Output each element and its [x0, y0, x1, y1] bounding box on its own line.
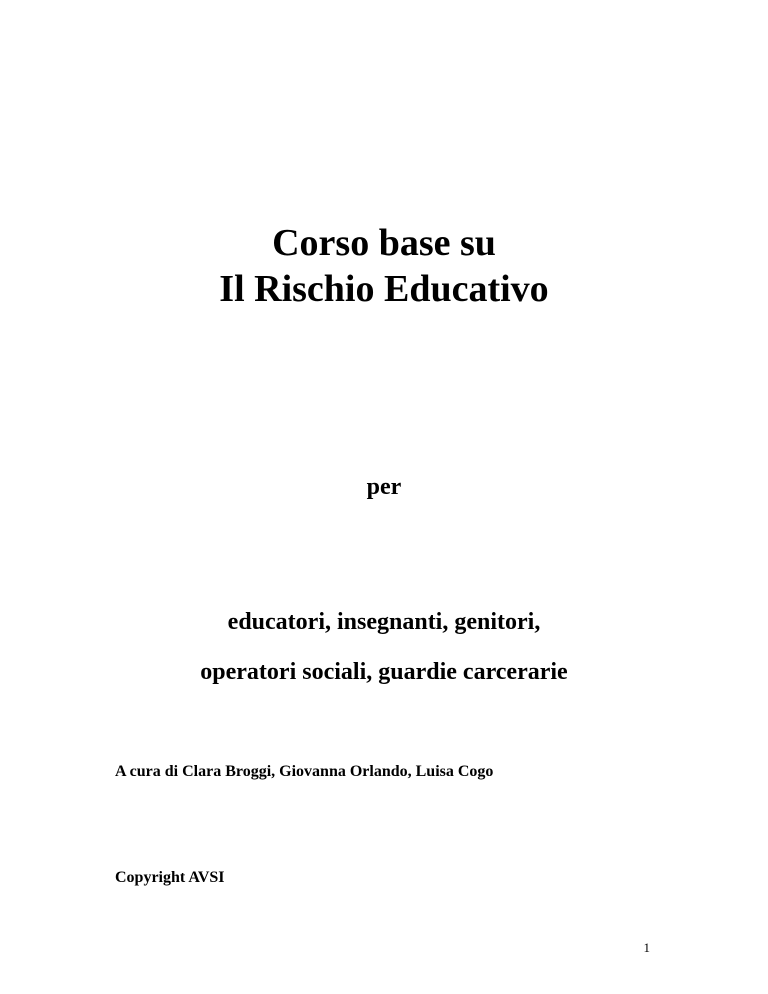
title-line-2: Il Rischio Educativo	[219, 268, 549, 310]
title-line-1: Corso base su	[272, 222, 496, 264]
editors-credit: A cura di Clara Broggi, Giovanna Orlando, Luisa Cogo	[115, 763, 494, 780]
audience-list	[0, 597, 768, 697]
document-title	[0, 220, 768, 312]
copyright-notice: Copyright AVSI	[115, 869, 225, 886]
audience-line-1: educatori, insegnanti, genitori,	[227, 609, 541, 635]
page-number: 1	[643, 940, 650, 955]
for-label: per	[366, 474, 402, 500]
audience-line-2: operatori sociali, guardie carcerarie	[200, 659, 568, 685]
